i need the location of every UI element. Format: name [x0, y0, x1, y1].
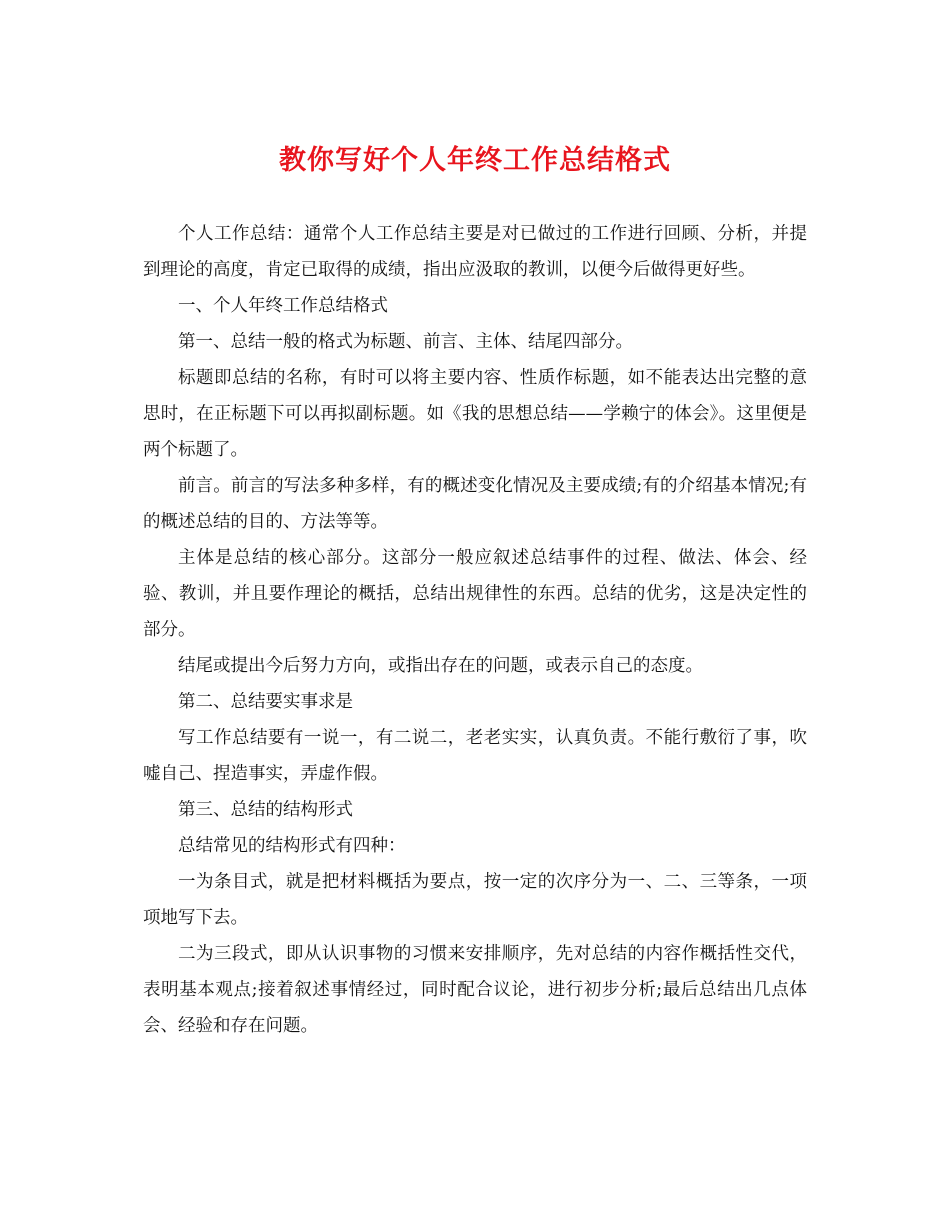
paragraph-truthful: 写工作总结要有一说一，有二说二，老老实实，认真负责。不能行敷衍了事，吹嘘自己、捏造事实，弄虚作假。 — [143, 728, 807, 784]
section-heading-1: 一、个人年终工作总结格式 — [178, 296, 388, 316]
paragraph-ending-part: 结尾或提出今后努力方向，或指出存在的问题，或表示自己的态度。 — [178, 656, 703, 676]
paragraph-title-part: 标题即总结的名称，有时可以将主要内容、性质作标题，如不能表达出完整的意思时，在正标题下可以再拟副标题。如《我的思想总结——学赖宁的体会》。这里便是两个标题了。 — [143, 368, 807, 460]
paragraph-main-part: 主体是总结的核心部分。这部分一般应叙述总结事件的过程、做法、体会、经验、教训，并且要作理论的概括，总结出规律性的东西。总结的优劣，这是决定性的部分。 — [143, 548, 807, 640]
subheading-3: 第三、总结的结构形式 — [178, 800, 353, 820]
paragraph-format-parts: 第一、总结一般的格式为标题、前言、主体、结尾四部分。 — [178, 332, 633, 352]
document-body — [143, 216, 807, 1044]
document-title: 教你写好个人年终工作总结格式 — [279, 145, 671, 176]
paragraph-structure-intro: 总结常见的结构形式有四种： — [178, 836, 406, 856]
subheading-2: 第二、总结要实事求是 — [178, 692, 353, 712]
paragraph-three-part-format: 二为三段式，即从认识事物的习惯来安排顺序，先对总结的内容作概括性交代，表明基本观点;接着叙述事情经过，同时配合议论，进行初步分析;最后总结出几点体会、经验和存在问题。 — [143, 944, 807, 1036]
paragraph-item-format: 一为条目式，就是把材料概括为要点，按一定的次序分为一、二、三等条，一项项地写下去。 — [143, 872, 807, 928]
paragraph-preface-part: 前言。前言的写法多种多样，有的概述变化情况及主要成绩;有的介绍基本情况;有的概述总结的目的、方法等等。 — [143, 476, 807, 532]
paragraph-intro: 个人工作总结：通常个人工作总结主要是对已做过的工作进行回顾、分析，并提到理论的高度，肯定已取得的成绩，指出应汲取的教训，以便今后做得更好些。 — [143, 224, 807, 280]
